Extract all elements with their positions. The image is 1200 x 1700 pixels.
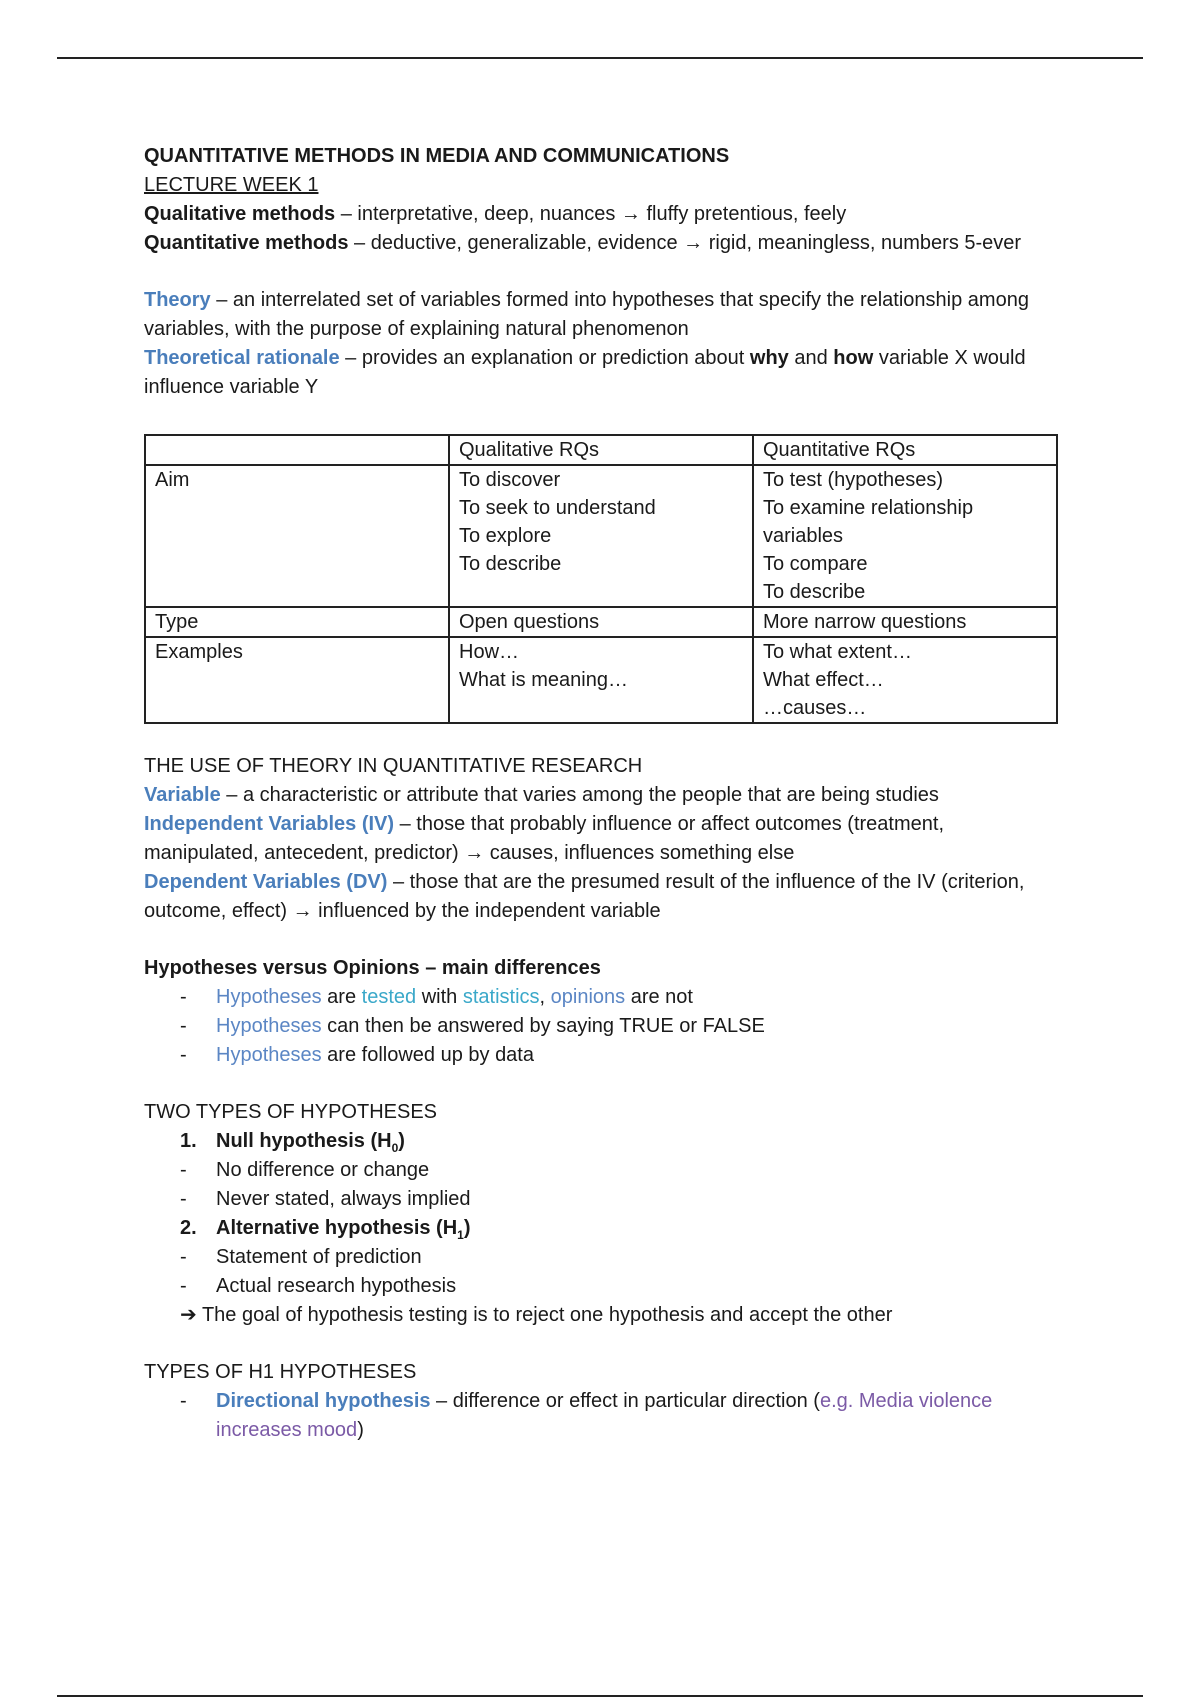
qualitative-text: – interpretative, deep, nuances → fluffy pretentious, feely [335, 203, 847, 225]
row-label: Type [145, 607, 449, 637]
list-item: - Statement of prediction [144, 1243, 1064, 1272]
hypotheses-heading: Hypotheses versus Opinions – main differences [144, 957, 601, 979]
null-subscript: 0 [391, 1141, 399, 1155]
hyp-text: can then be answered by saying TRUE or FALSE [321, 1015, 765, 1037]
examples-quantitative-cell [753, 637, 1057, 723]
alternative-list [144, 1243, 1064, 1301]
iv-term: Independent Variables (IV) [144, 813, 395, 835]
type-qualitative-cell: Open questions [449, 607, 753, 637]
table-row-examples [145, 637, 1057, 723]
cell-line: …causes… [763, 697, 867, 719]
list-item [144, 1041, 1064, 1070]
list-item: - No difference or change [144, 1156, 1064, 1185]
cell-line: To test (hypotheses) [763, 469, 944, 491]
variable-text: – a characteristic or attribute that varies among the people that are being studies [220, 784, 939, 806]
statistics-word: statistics [462, 986, 540, 1008]
row-label: Aim [145, 465, 449, 607]
hyp-text: are not [625, 986, 693, 1008]
qualitative-term: Qualitative methods [144, 203, 336, 225]
alt-label: Alternative hypothesis (H [216, 1217, 458, 1239]
hyp-text: , [539, 986, 551, 1008]
cell-line: To examine relationship variables [763, 497, 974, 547]
h1-types-list [144, 1387, 1064, 1445]
directional-text: – difference or effect in particular direction ( [430, 1390, 820, 1412]
alt-close: ) [463, 1217, 471, 1239]
table-header-cell: Qualitative RQs [449, 435, 753, 465]
rationale-and: and [788, 347, 834, 369]
cell-line: To compare [763, 553, 868, 575]
table-row-aim [145, 465, 1057, 607]
cell-line: To explore [459, 525, 552, 547]
rationale-text-1: – provides an explanation or prediction about [339, 347, 750, 369]
rationale-how: how [833, 347, 874, 369]
hyp-text: are followed up by data [321, 1044, 534, 1066]
rationale-text-2: variable X would influence variable Y [144, 347, 1026, 398]
cell-line: To describe [763, 581, 866, 603]
dv-definition [144, 868, 1064, 926]
table-row-type [145, 607, 1057, 637]
hyp-word: Hypotheses [216, 986, 322, 1008]
list-item [144, 983, 1064, 1012]
top-rule [57, 57, 1143, 59]
document-title: QUANTITATIVE METHODS IN MEDIA AND COMMUNICATIONS [144, 145, 730, 167]
rationale-why: why [749, 347, 789, 369]
alt-subscript: 1 [457, 1228, 464, 1242]
cell-line: To discover [459, 469, 561, 491]
iv-definition [144, 810, 1064, 868]
theory-term: Theory [144, 289, 211, 311]
bottom-rule [57, 1695, 1143, 1697]
cell-line: What is meaning… [459, 669, 628, 691]
quantitative-definition [144, 229, 1064, 258]
opinions-word: opinions [550, 986, 626, 1008]
theory-definition [144, 286, 1064, 344]
cell-line: How… [459, 641, 520, 663]
hypotheses-list [144, 983, 1064, 1070]
cell-line: To seek to understand [459, 497, 656, 519]
variable-definition [144, 781, 1064, 810]
list-item: - Actual research hypothesis [144, 1272, 1064, 1301]
quantitative-term: Quantitative methods [144, 232, 349, 254]
list-item: - Never stated, always implied [144, 1185, 1064, 1214]
tested-word: tested [361, 986, 417, 1008]
table-header-row [145, 435, 1057, 465]
theory-text: – an interrelated set of variables formed into hypotheses that specify the relationship among variables, with the purpose of explaining natural phenomenon [144, 289, 1029, 340]
aim-quantitative-cell [753, 465, 1057, 607]
rq-comparison-table [144, 434, 1058, 724]
iv-text: – those that probably influence or affect outcomes (treatment, manipulated, antecedent, predictor) → causes, influences something else [144, 813, 945, 864]
hyp-text: are [321, 986, 362, 1008]
null-label: Null hypothesis (H [216, 1130, 392, 1152]
dv-text: – those that are the presumed result of the influence of the IV (criterion, outcome, effect) → influenced by the independent variable [144, 871, 1025, 922]
quantitative-text: – deductive, generalizable, evidence → rigid, meaningless, numbers 5-ever [348, 232, 1022, 254]
aim-qualitative-cell [449, 465, 753, 607]
qualitative-definition [144, 200, 1064, 229]
directional-close: ) [357, 1419, 364, 1441]
directional-example: e.g. Media violence increases mood [216, 1390, 993, 1441]
document-body [144, 142, 1064, 1445]
hyp-word: Hypotheses [216, 1044, 322, 1066]
dv-term: Dependent Variables (DV) [144, 871, 388, 893]
list-item [144, 1012, 1064, 1041]
list-number: 1. [180, 1130, 197, 1152]
theory-use-heading: THE USE OF THEORY IN QUANTITATIVE RESEARCH [144, 755, 643, 777]
lecture-subtitle: LECTURE WEEK 1 [144, 174, 319, 196]
list-number: 2. [180, 1217, 197, 1239]
two-types-heading: TWO TYPES OF HYPOTHESES [144, 1101, 438, 1123]
null-close: ) [398, 1130, 405, 1152]
h1-types-heading: TYPES OF H1 HYPOTHESES [144, 1361, 417, 1383]
table-header-cell [145, 435, 449, 465]
rationale-definition [144, 344, 1064, 402]
row-label: Examples [145, 637, 449, 723]
null-list [144, 1156, 1064, 1214]
goal-statement: ➔ The goal of hypothesis testing is to reject one hypothesis and accept the other [180, 1304, 893, 1326]
cell-line: To describe [459, 553, 562, 575]
cell-line: What effect… [763, 669, 884, 691]
table-header-cell: Quantitative RQs [753, 435, 1057, 465]
null-hypothesis-item [144, 1127, 1064, 1156]
rationale-term: Theoretical rationale [144, 347, 340, 369]
directional-term: Directional hypothesis [216, 1390, 431, 1412]
variable-term: Variable [144, 784, 221, 806]
alternative-hypothesis-item [144, 1214, 1064, 1243]
list-item [144, 1387, 1064, 1445]
hyp-word: Hypotheses [216, 1015, 322, 1037]
cell-line: To what extent… [763, 641, 912, 663]
hyp-text: with [416, 986, 463, 1008]
examples-qualitative-cell [449, 637, 753, 723]
type-quantitative-cell: More narrow questions [753, 607, 1057, 637]
